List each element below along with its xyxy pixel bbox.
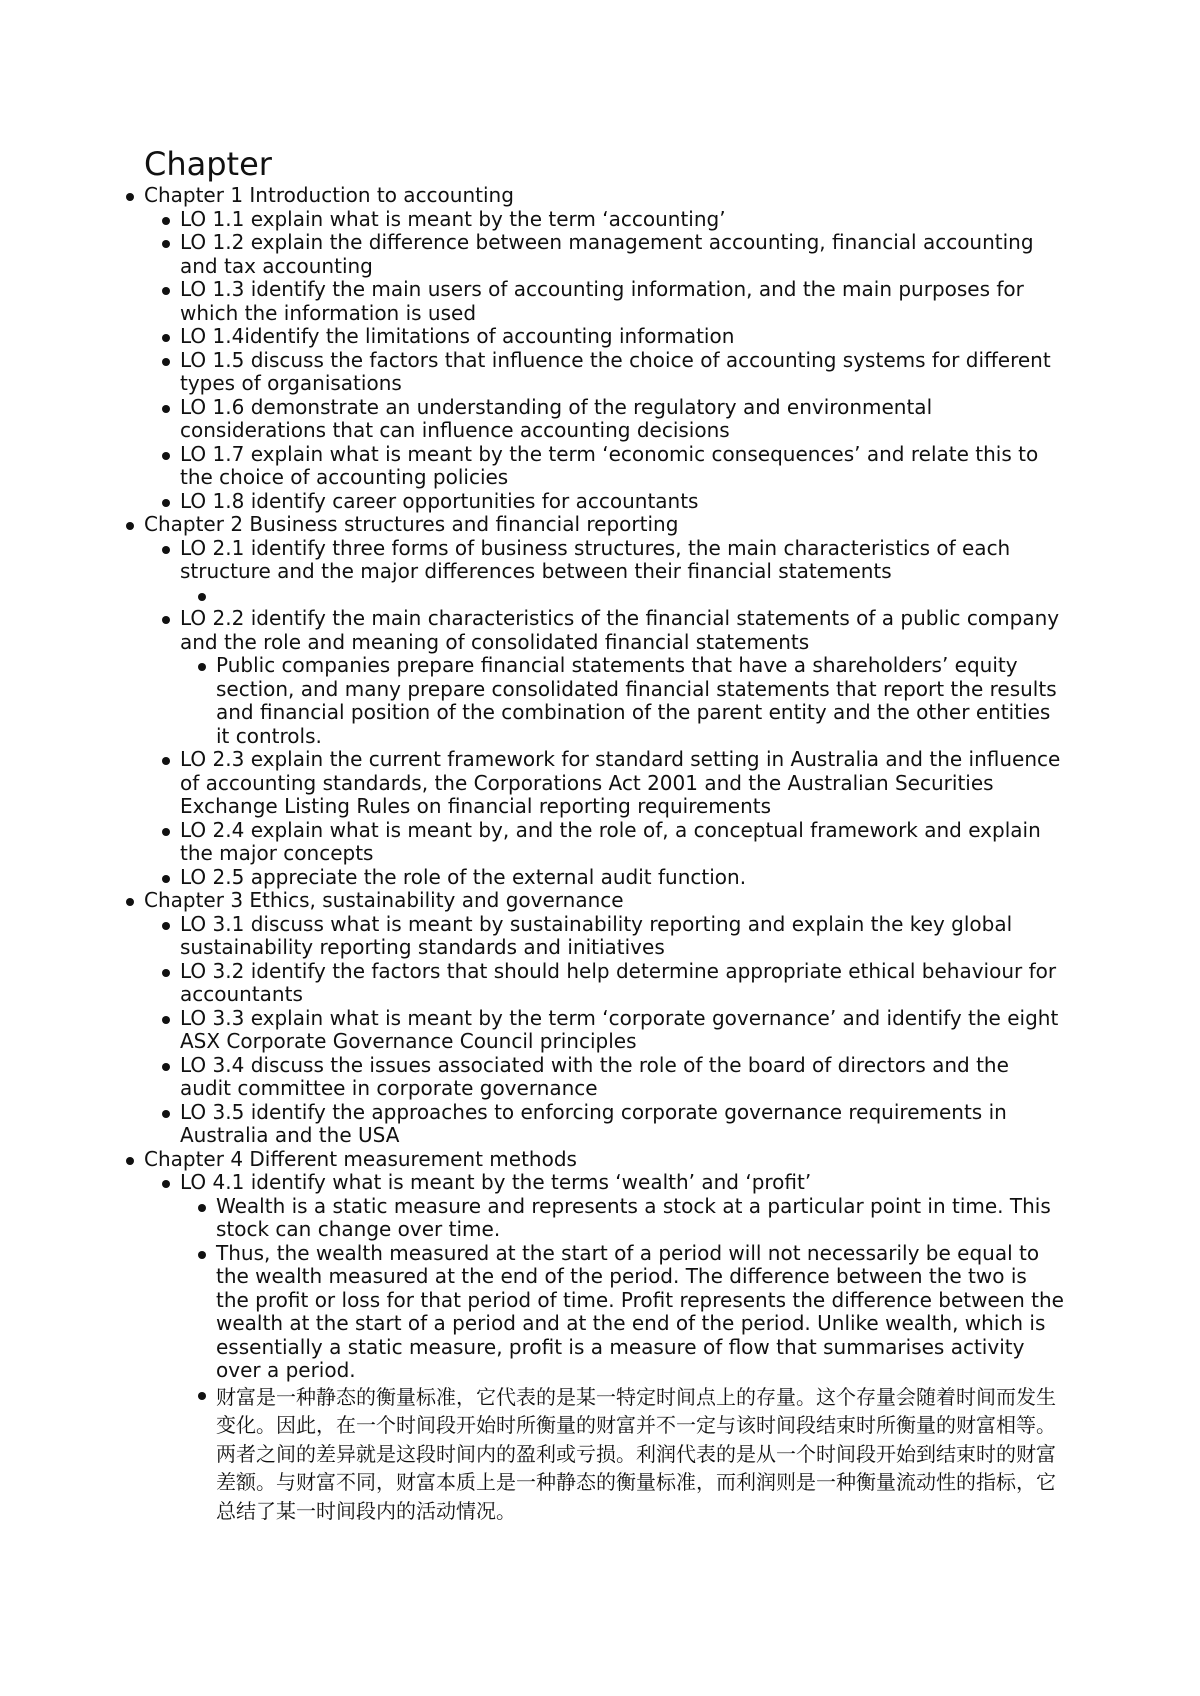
chapter-item	[144, 889, 1064, 1148]
objective-list	[180, 208, 1064, 514]
objective-text: LO 1.6 demonstrate an understanding of the regulatory and environmental considerations that can influence accounting decisions	[180, 394, 933, 442]
objective-item	[180, 278, 1064, 325]
objective-text: LO 3.4 discuss the issues associated with the role of the board of directors and the audit committee in corporate governance	[180, 1052, 1009, 1100]
objective-item	[180, 913, 1064, 960]
objective-item	[180, 349, 1064, 396]
objective-text: LO 1.3 identify the main users of accounting information, and the main purposes for which the information is used	[180, 277, 1024, 325]
chapter-item	[144, 1148, 1064, 1526]
objective-text: LO 2.5 appreciate the role of the external audit function.	[180, 864, 747, 889]
objective-text: LO 1.1 explain what is meant by the term ‘accounting’	[180, 206, 726, 231]
objective-item	[180, 490, 1064, 514]
objective-item	[180, 325, 1064, 349]
objective-text: LO 4.1 identify what is meant by the terms ‘wealth’ and ‘profit’	[180, 1170, 812, 1194]
note-text: Public companies prepare financial statements that have a shareholders’ equity section, and many prepare consolidated financial statements that report the results and financial position of the combination of the parent entity and the other entities it controls.	[216, 653, 1057, 748]
objective-item	[180, 607, 1064, 748]
objective-text: LO 3.1 discuss what is meant by sustainability reporting and explain the key global sustainability reporting standards and initiatives	[180, 911, 1013, 959]
objective-item	[180, 1054, 1064, 1101]
objective-text: LO 2.2 identify the main characteristics of the financial statements of a public company and the role and meaning of consolidated financial statements	[180, 606, 1060, 654]
note-text: 财富是一种静态的衡量标准，它代表的是某一特定时间点上的存量。这个存量会随着时间而发生变化。因此，在一个时间段开始时所衡量的财富并不一定与该时间段结束时所衡量的财富相等。两者之间的差异就是这段时间内的盈利或亏损。利润代表的是从一个时间段开始到结束时的财富差额。与财富不同，财富本质上是一种静态的衡量标准，而利润则是一种衡量流动性的指标，它总结了某一时间段内的活动情况。	[216, 1384, 1056, 1523]
chapter-label: Chapter 1 Introduction to accounting	[144, 183, 514, 207]
objective-text: LO 2.4 explain what is meant by, and the role of, a conceptual framework and explain the major concepts	[180, 817, 1041, 865]
objective-item	[180, 443, 1064, 490]
note-text: Wealth is a static measure and represents a stock at a particular point in time. This stock can change over time.	[216, 1193, 1051, 1241]
chapter-outline	[144, 184, 1064, 1525]
objective-item	[180, 1101, 1064, 1148]
objective-item	[180, 748, 1064, 819]
page-title: Chapter	[144, 145, 272, 183]
objective-item	[180, 537, 1064, 608]
objective-text: LO 1.5 discuss the factors that influence the choice of accounting systems for different types of organisations	[180, 347, 1051, 395]
objective-item	[180, 960, 1064, 1007]
objective-text: LO 3.2 identify the factors that should help determine appropriate ethical behaviour for accountants	[180, 958, 1057, 1006]
note-list	[216, 584, 1064, 608]
chapter-item	[144, 184, 1064, 513]
note-item	[216, 1383, 1064, 1526]
objective-text: LO 1.7 explain what is meant by the term ‘economic consequences’ and relate this to the choice of accounting policies	[180, 441, 1039, 489]
objective-text: LO 1.2 explain the difference between management accounting, financial accounting and tax accounting	[180, 230, 1034, 278]
note-item	[216, 654, 1064, 748]
objective-text: LO 3.3 explain what is meant by the term ‘corporate governance’ and identify the eight ASX Corporate Governance Council principles	[180, 1005, 1059, 1053]
note-list	[216, 1195, 1064, 1526]
objective-item	[180, 866, 1064, 890]
objective-list	[180, 913, 1064, 1148]
objective-item	[180, 396, 1064, 443]
note-item	[216, 1242, 1064, 1383]
objective-item	[180, 1007, 1064, 1054]
note-list	[216, 654, 1064, 748]
objective-item	[180, 1171, 1064, 1525]
objective-item	[180, 208, 1064, 232]
note-text: Thus, the wealth measured at the start of a period will not necessarily be equal to the wealth measured at the end of the period. The difference between the two is the profit or loss for that period of time. Profit represents the difference between the wealth at the start of a period and at the end of the period. Unlike wealth, which is essentially a static measure, profit is a measure of flow that summarises activity over a period.	[216, 1240, 1064, 1382]
chapter-label: Chapter 2 Business structures and financial reporting	[144, 512, 679, 536]
objective-text: LO 1.4identify the limitations of accounting information	[180, 324, 735, 348]
chapter-label: Chapter 3 Ethics, sustainability and governance	[144, 888, 624, 912]
objective-list	[180, 1171, 1064, 1525]
objective-list	[180, 537, 1064, 890]
chapter-label: Chapter 4 Different measurement methods	[144, 1146, 577, 1171]
objective-item	[180, 819, 1064, 866]
note-item	[216, 584, 1064, 608]
note-item	[216, 1195, 1064, 1242]
objective-text: LO 2.3 explain the current framework for standard setting in Australia and the influence of accounting standards, the Corporations Act 2001 and the Australian Securities Exchange Listing Rules on financial reporting requirements	[180, 747, 1061, 818]
objective-text: LO 3.5 identify the approaches to enforcing corporate governance requirements in Australia and the USA	[180, 1099, 1007, 1147]
objective-text: LO 2.1 identify three forms of business structures, the main characteristics of each structure and the major differences between their financial statements	[180, 535, 1011, 583]
objective-text: LO 1.8 identify career opportunities for accountants	[180, 488, 699, 513]
objective-item	[180, 231, 1064, 278]
chapter-item	[144, 513, 1064, 889]
